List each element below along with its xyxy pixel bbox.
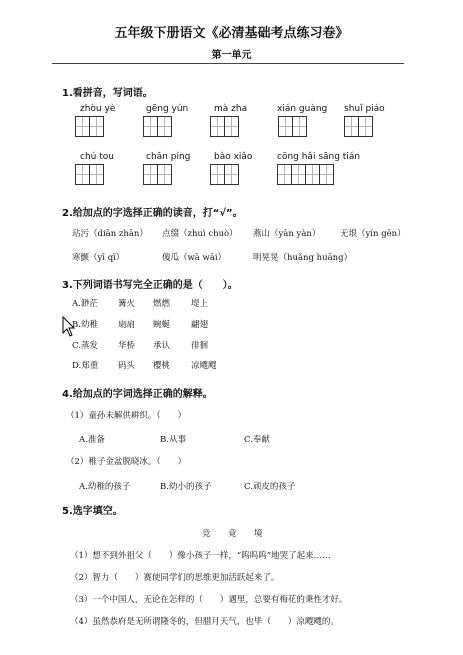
option-word: 华桥 <box>118 341 136 351</box>
document-title: 五年级下册语文《必清基础考点练习卷》 <box>114 26 349 41</box>
q4-option[interactable]: A.准备 <box>79 435 105 445</box>
writing-grid[interactable] <box>344 116 372 137</box>
pinyin-label: mà zha <box>214 104 248 114</box>
reading-option[interactable]: 寒颤（yī qī） <box>72 253 125 263</box>
writing-grid[interactable] <box>143 164 171 185</box>
writing-grid[interactable] <box>143 116 171 137</box>
choice-char: 竟 <box>228 529 237 539</box>
pinyin-label: xián guàng <box>277 104 328 114</box>
unit-subtitle: 第一单元 <box>211 50 252 61</box>
option-word: B.幼稚 <box>72 320 98 330</box>
q4-option[interactable]: C.顽皮的孩子 <box>244 482 296 492</box>
fill-sentence: （2）智力（ ）赛使同学们的思维更加活跃起来了。 <box>70 573 280 583</box>
mouse-pointer-icon <box>62 316 76 338</box>
q5-title: 5.选字填空。 <box>62 506 123 517</box>
q4-stem: （2）稚子金盆脱晓冰。（ ） <box>66 457 187 467</box>
fill-sentence: （1）想不到外祖父（ ）像小孩子一样，“呜呜呜”地哭了起来…… <box>70 551 331 561</box>
writing-grid[interactable] <box>278 116 306 137</box>
pinyin-label: gēng yún <box>146 104 189 114</box>
option-word: D.郑重 <box>72 361 99 371</box>
option-word: 翩翅 <box>191 320 209 330</box>
pinyin-label: zhòu yè <box>80 104 116 114</box>
writing-grid[interactable] <box>75 116 103 137</box>
option-word: A.渺茫 <box>72 299 98 309</box>
writing-grid[interactable] <box>277 164 333 185</box>
reading-option[interactable]: 玷污（diān zhān） <box>72 229 148 239</box>
q4-title: 4.给加点的字词选择正确的解释。 <box>62 389 213 400</box>
option-word: 凉飕飕 <box>191 361 217 371</box>
option-word: C.蒸发 <box>72 341 98 351</box>
pinyin-label: chǎn píng <box>146 152 191 162</box>
option-word: 燃燃 <box>153 299 171 309</box>
option-word: 徘徊 <box>191 341 209 351</box>
q4-stem: （1）童孙未解供耕织。（ ） <box>66 411 187 421</box>
fill-sentence: （4）虽然恭府是无所谓隆冬的，但腊月天气，也毕（ ）凉飕飕的。 <box>70 617 339 627</box>
option-word: 蜿蜒 <box>153 320 171 330</box>
reading-option[interactable]: 傻瓜（wā wāi） <box>162 253 227 263</box>
q4-option[interactable]: C.奉献 <box>244 435 270 445</box>
fill-sentence: （3）一个中国人，无论在怎样的（ ）遇里，总要有梅花的秉性才好。 <box>70 595 348 605</box>
option-word: 篝火 <box>118 299 136 309</box>
q2-title: 2.给加点的字选择正确的读音，打“√”。 <box>62 208 243 219</box>
writing-grid[interactable] <box>210 164 238 185</box>
reading-option[interactable]: 燕山（yān yàn） <box>253 229 321 239</box>
q4-option[interactable]: A.幼稚的孩子 <box>79 482 131 492</box>
q4-option[interactable]: B.从事 <box>160 435 186 445</box>
reading-option[interactable]: 明晃晃（huǎng huāng） <box>253 253 353 263</box>
header-divider <box>52 63 404 64</box>
pinyin-label: shuǐ piáo <box>344 104 385 114</box>
option-word: 承认 <box>153 341 171 351</box>
pinyin-label: chú tou <box>80 152 114 162</box>
reading-option[interactable]: 无垠（yín gēn） <box>340 229 406 239</box>
option-word: 樱桃 <box>153 361 171 371</box>
reading-option[interactable]: 点缀（zhuì chuò） <box>162 229 238 239</box>
q1-title: 1.看拼音，写词语。 <box>62 88 153 99</box>
option-word: 堤上 <box>191 299 209 309</box>
writing-grid[interactable] <box>210 116 238 137</box>
option-word: 扇扇 <box>118 320 136 330</box>
q4-option[interactable]: B.幼小的孩子 <box>160 482 212 492</box>
pinyin-label: cōng hǎi sāng tián <box>277 152 361 162</box>
writing-grid[interactable] <box>75 164 103 185</box>
option-word: 码头 <box>118 361 136 371</box>
choice-char: 竞 <box>202 529 211 539</box>
q3-title: 3.下列词语书写完全正确的是（ ）。 <box>62 280 238 291</box>
choice-char: 境 <box>254 529 263 539</box>
pinyin-label: bào xiǎo <box>214 152 253 162</box>
